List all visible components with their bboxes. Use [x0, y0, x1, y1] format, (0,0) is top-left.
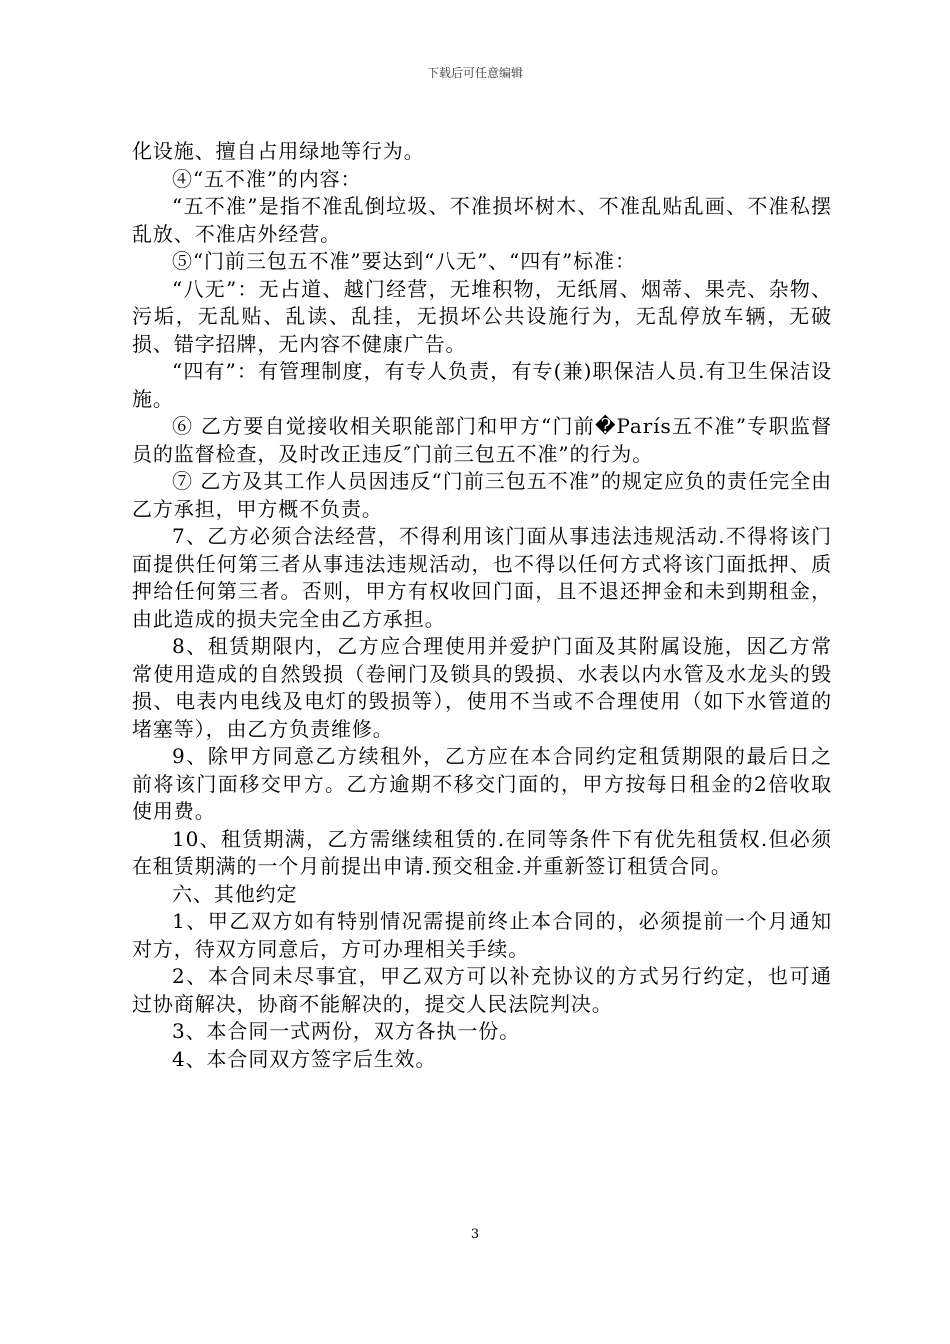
paragraph-3: ⑤“门前三包五不准”要达到“八无”、“四有”标准： — [172, 249, 636, 273]
page-header: 下载后可任意编辑 — [426, 66, 523, 80]
paragraph-2: “五不准”是指不准乱倒垃圾、不准损坏树木、不准乱贴乱画、不准私摆乱放、不准店外经营。 — [132, 194, 832, 246]
paragraph-15: 3、本合同一式两份，双方各执一份。 — [172, 1019, 521, 1043]
paragraph-8: 7、乙方必须合法经营，不得利用该门面从事违法违规活动.不得将该门面提供任何第三者从事违法违规活动，也不得以任何方式将该门面抵押、质押给任何第三者。否则，甲方有权收回门面，且不退还押金和未到期租金，由此造成的损夫完全由乙方承担。 — [132, 524, 832, 631]
paragraph-5: “四有”：有管理制度，有专人负责，有专(兼)职保洁人员.有卫生保洁设施。 — [132, 359, 832, 411]
paragraph-10: 9、除甲方同意乙方续租外，乙方应在本合同约定租赁期限的最后日之前将该门面移交甲方。乙方逾期不移交门面的，甲方按每日租金的2倍收取使用费。 — [132, 744, 832, 823]
paragraph-11: 10、租赁期满，乙方需继续租赁的.在同等条件下有优先租赁权.但必须在租赁期满的一个月前提出申请.预交租金.并重新签订租赁合同。 — [132, 826, 832, 878]
paragraph-16: 4、本合同双方签字后生效。 — [172, 1046, 437, 1071]
paragraph-7: ⑦ 乙方及其工作人员因违反“门前三包五不准”的规定应负的责任完全由乙方承担，甲方概不负责。 — [132, 469, 832, 521]
page-number: 3 — [470, 1227, 480, 1242]
paragraph-6: ⑥ 乙方要自觉接收相关职能部门和甲方“门前�París五不准”专职监督员的监督检查，及时改正违反″门前三包五不准”的行为。 — [132, 414, 832, 466]
paragraph-1: ④“五不准”的内容： — [172, 166, 362, 191]
document-body — [132, 138, 832, 1073]
paragraph-13: 1、甲乙双方如有特别情况需提前终止本合同的，必须提前一个月通知对方，待双方同意后，方可办理相关手续。 — [132, 909, 832, 961]
section-heading-other-agreements: 六、其他约定 — [172, 881, 298, 906]
paragraph-4: “八无”：无占道、越门经营，无堆积物，无纸屑、烟蒂、果壳、杂物、污垢，无乱贴、乱读、乱挂，无损坏公共设施行为，无乱停放车辆，无破损、错字招牌，无内容不健康广告。 — [132, 276, 832, 356]
paragraph-0: 化设施、擅自占用绿地等行为。 — [132, 139, 425, 163]
paragraph-14: 2、本合同未尽事宜，甲乙双方可以补充协议的方式另行约定，也可通过协商解决，协商不能解决的，提交人民法院判决。 — [132, 964, 832, 1016]
paragraph-9: 8、租赁期限内，乙方应合理使用并爱护门面及其附属设施，因乙方常常使用造成的自然毁损（卷闸门及锁具的毁损、水表以内水管及水龙头的毁损、电表内电线及电灯的毁损等），使用不当或不合理使用（如下水管道的堵塞等），由乙方负责维修。 — [132, 634, 832, 741]
